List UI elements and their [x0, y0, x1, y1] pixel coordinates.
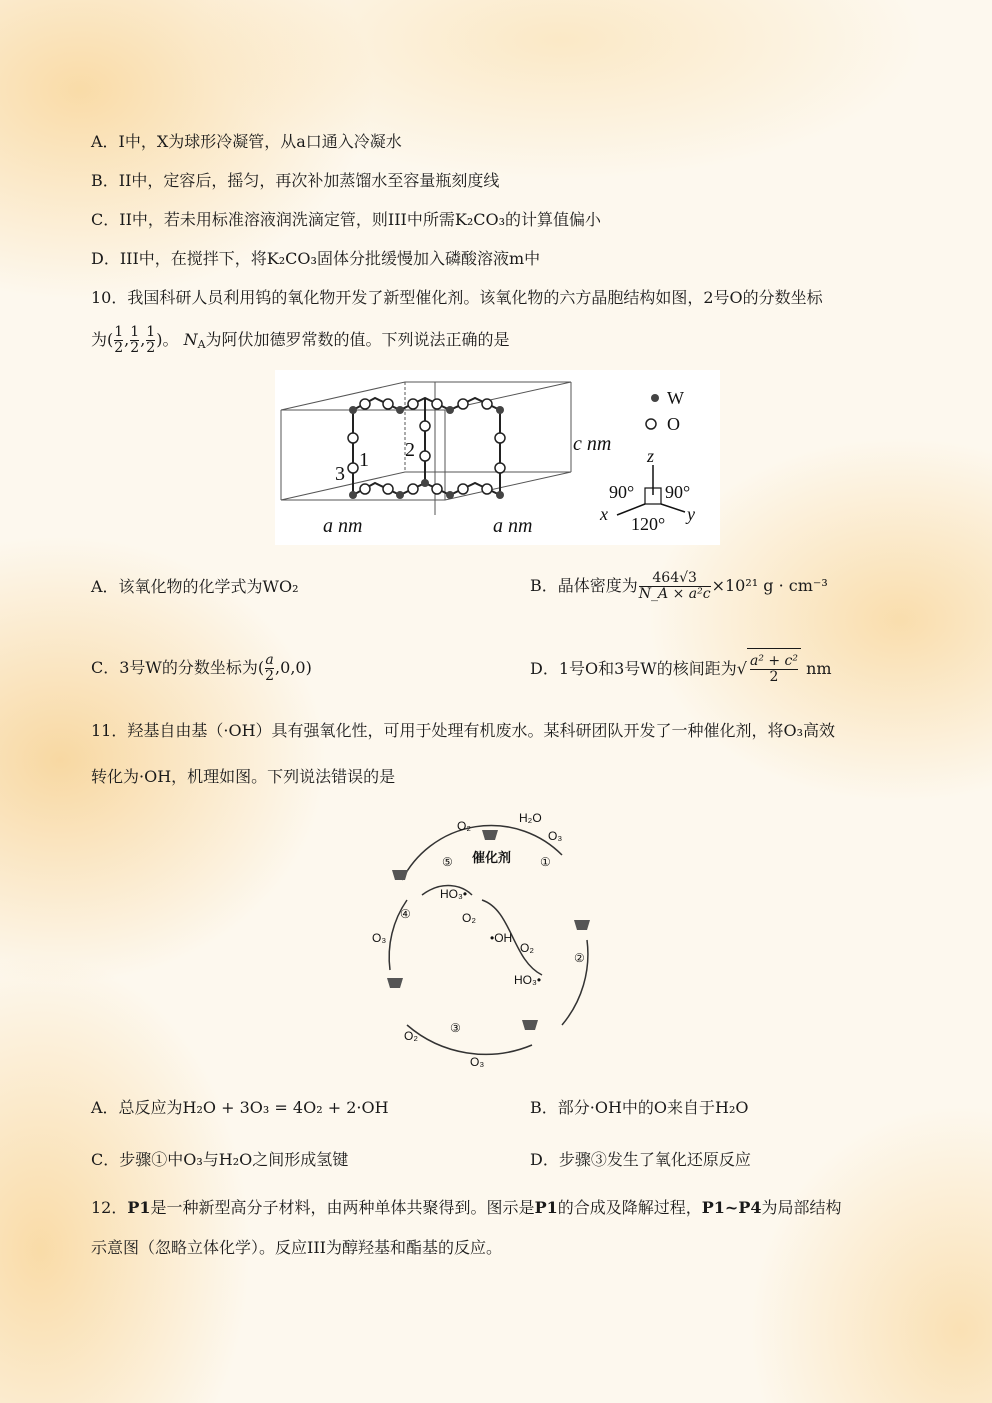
k2co3-formula: K₂CO₃ [266, 249, 317, 268]
step-4: ④ [400, 907, 411, 921]
legend-o: O [667, 414, 680, 434]
q11-option-c: C．步骤①中O₃与H₂O之间形成氢键 [91, 1150, 349, 1169]
q10-option-b: B．晶体密度为 $\frac{464√3}{\text{N\_A × a²c}}$ ×10²¹ g · cm⁻³ [530, 570, 828, 602]
o2-right-label: O₂ [520, 941, 534, 955]
density-fraction: $\frac{464√3}{\text{N\_A × a²c}}$ [638, 570, 711, 602]
a-axis-label-right: a nm [493, 515, 533, 537]
step-2: ② [574, 951, 585, 965]
o2-bottom-label: O₂ [404, 1029, 418, 1043]
mechanism-cycle-figure [362, 800, 620, 1080]
coord-fraction: $\frac{a}{2}$ [265, 652, 275, 684]
q9-option-c: C．II中，若未用标准溶液润洗滴定管，则III中所需K₂CO₃的计算值偏小 [91, 210, 602, 229]
angle-90-left: 90° [609, 482, 635, 502]
q12-stem-line1: 12．P1是一种新型高分子材料，由两种单体共聚得到。图示是P1的合成及降解过程，P1~P4为局部结构 [91, 1198, 842, 1217]
q10-stem-line2: 为( $\frac{1}{2}$ , $\frac{1}{2}$ , $\frac{1}{2}$ )。 $N_A$为阿伏加德罗常数的值。下列说法正确的是 [91, 324, 510, 356]
legend-w: W [667, 388, 684, 408]
oh-label: •OH [490, 931, 513, 945]
distance-fraction: $\frac{\text{a² + c²}}{2}$ [749, 653, 799, 685]
o2-mid-label: O₂ [462, 911, 476, 925]
q11-stem-line2: 转化为·OH，机理如图。下列说法错误的是 [91, 767, 396, 786]
angle-90-right: 90° [665, 482, 691, 502]
atom-label-3: 3 [335, 463, 345, 485]
catalyst-label: 催化剂 [472, 850, 512, 865]
axis-x: x [600, 504, 608, 524]
step-5: ⑤ [442, 855, 453, 869]
axis-y: y [687, 504, 695, 524]
a-axis-label-left: a nm [323, 515, 363, 537]
angle-120: 120° [631, 514, 666, 534]
h2o-label: H₂O [519, 811, 542, 825]
step-3: ③ [450, 1021, 461, 1035]
fraction: $\frac{1}{2}$ [146, 324, 156, 356]
q9-option-d: D．III中，在搅拌下，将K₂CO₃固体分批缓慢加入磷酸溶液m中 [91, 249, 541, 268]
q9-option-a: A．I中，X为球形冷凝管，从a口通入冷凝水 [91, 132, 402, 151]
q11-option-d: D．步骤③发生了氧化还原反应 [530, 1150, 751, 1169]
o3-left-label: O₃ [372, 931, 387, 945]
atom-label-1: 1 [359, 449, 369, 471]
fraction: $\frac{1}{2}$ [130, 324, 140, 356]
atom-label-2: 2 [405, 439, 415, 461]
q11-option-b: B．部分·OH中的O来自于H₂O [530, 1098, 749, 1117]
q9-option-b: B．II中，定容后，摇匀，再次补加蒸馏水至容量瓶刻度线 [91, 171, 500, 190]
axis-z: z [647, 446, 655, 466]
k2co3-formula: K₂CO₃ [454, 210, 505, 229]
c-axis-label: c nm [573, 433, 612, 455]
q10-stem-line1: 10．我国科研人员利用钨的氧化物开发了新型催化剂。该氧化物的六方晶胞结构如图，2号O的分数坐标 [91, 288, 823, 307]
fraction: $\frac{1}{2}$ [114, 324, 124, 356]
ho3-label-b: HO₃• [514, 973, 542, 987]
o3-top-label: O₃ [548, 829, 563, 843]
q11-option-a: A．总反应为H₂O + 3O₃ = 4O₂ + 2·OH [91, 1098, 389, 1117]
o2-top-label: O₂ [457, 819, 471, 833]
q10-option-a: A．该氧化物的化学式为WO₂ [91, 577, 299, 596]
o3-bottom-label: O₃ [470, 1055, 485, 1069]
step-1: ① [540, 855, 551, 869]
q10-option-d: D．1号O和3号W的核间距为√ $\frac{\text{a² + c²}}{2}$ nm [530, 648, 832, 689]
q11-stem-line1: 11．羟基自由基（·OH）具有强氧化性，可用于处理有机废水。某科研团队开发了一种催化剂，将O₃高效 [91, 721, 836, 740]
crystal-structure-figure [275, 370, 720, 545]
ho3-label-a: HO₃• [440, 887, 468, 901]
q12-stem-line2: 示意图（忽略立体化学）。反应III为醇羟基和酯基的反应。 [91, 1238, 502, 1257]
q10-option-c: C．3号W的分数坐标为( $\frac{a}{2}$ ,0,0) [91, 652, 312, 684]
